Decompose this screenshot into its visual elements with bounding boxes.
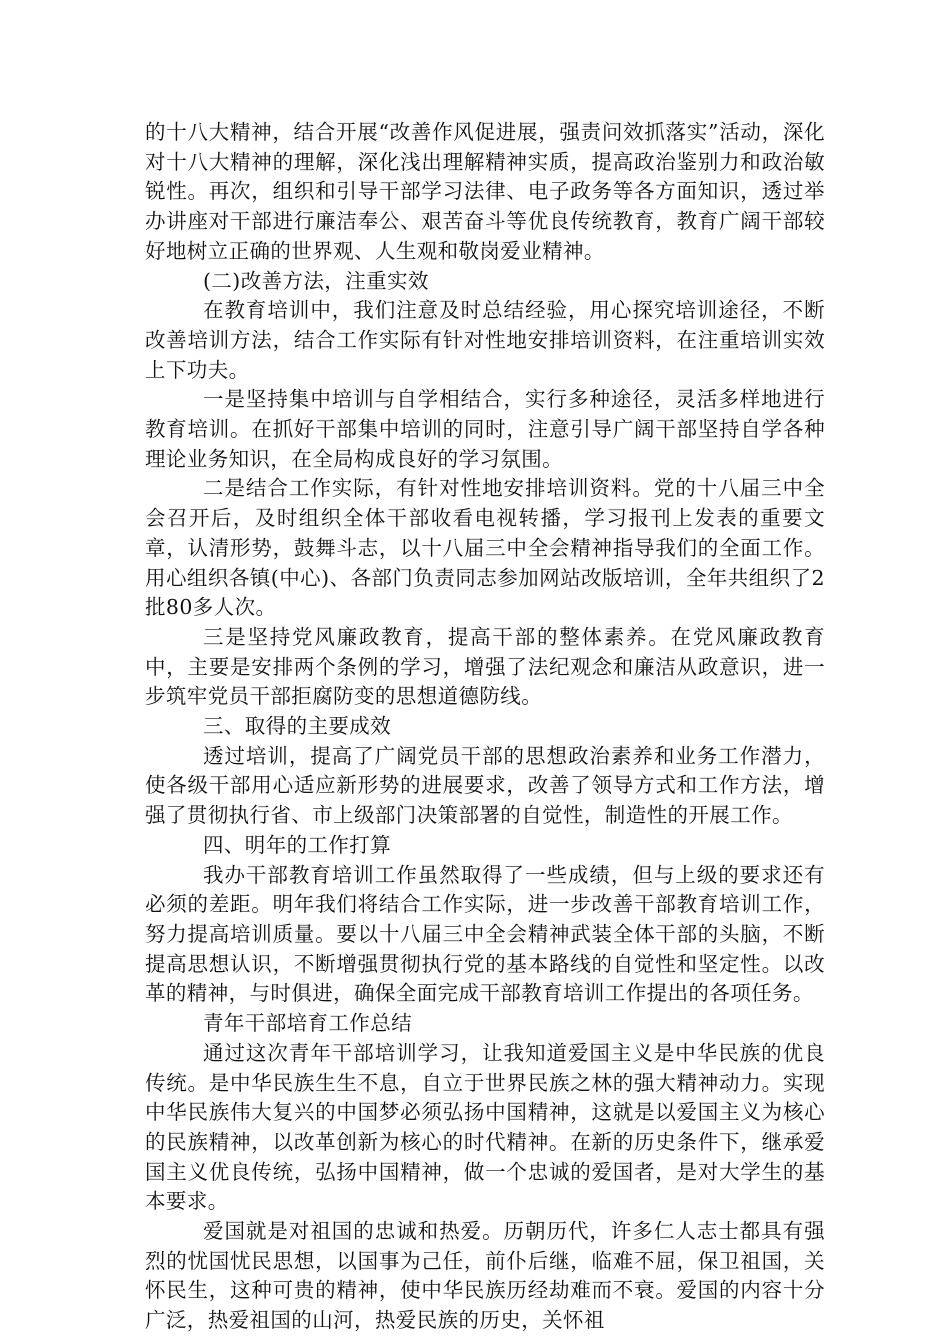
body-paragraph: 爱国就是对祖国的忠诚和热爱。历朝历代，许多仁人志士都具有强烈的忧国忧民思想，以国事为己任，前仆后继，临难不屈，保卫祖国，关怀民生，这种可贵的精神，使中华民族历经劫难而不衰。爱国的内容十分广泛，热爱祖国的山河，热爱民族的历史，关怀祖 [145, 1219, 825, 1333]
body-paragraph: 透过培训，提高了广阔党员干部的思想政治素养和业务工作潜力，使各级干部用心适应新形势的进展要求，改善了领导方式和工作方法，增强了贯彻执行省、市上级部门决策部署的自觉性，制造性的开展工作。 [145, 743, 825, 828]
body-paragraph: 我办干部教育培训工作虽然取得了一些成绩，但与上级的要求还有必须的差距。明年我们将结合工作实际，进一步改善干部教育培训工作，努力提高培训质量。要以十八届三中全会精神武装全体干部的头脑，不断提高思想认识，不断增强贯彻执行党的基本路线的自觉性和坚定性。以改革的精神，与时俱进，确保全面完成干部教育培训工作提出的各项任务。 [145, 862, 825, 1006]
body-paragraph: 的十八大精神，结合开展“改善作风促进展，强责问效抓落实”活动，深化对十八大精神的理解，深化浅出理解精神实质，提高政治鉴别力和政治敏锐性。再次，组织和引导干部学习法律、电子政务等各方面知识，透过举办讲座对干部进行廉洁奉公、艰苦奋斗等优良传统教育，教育广阔干部较好地树立正确的世界观、人生观和敬岗爱业精神。 [145, 120, 825, 263]
body-paragraph: 在教育培训中，我们注意及时总结经验，用心探究培训途径，不断改善培训方法，结合工作实际有针对性地安排培训资料，在注重培训实效上下功夫。 [145, 298, 825, 382]
section-heading: 四、明年的工作打算 [203, 832, 392, 857]
body-paragraph: 通过这次青年干部培训学习，让我知道爱国主义是中华民族的优良传统。是中华民族生生不息，自立于世界民族之林的强大精神动力。实现中华民族伟大复兴的中国梦必须弘扬中国精神，这就是以爱国主义为核心的民族精神，以改革创新为核心的时代精神。在新的历史条件下，继承爱国主义优良传统，弘扬中国精神，做一个忠诚的爱国者，是对大学生的基本要求。 [145, 1040, 825, 1214]
body-paragraph: 一是坚持集中培训与自学相结合，实行多种途径，灵活多样地进行教育培训。在抓好干部集中培训的同时，注意引导广阔干部坚持自学各种理论业务知识，在全局构成良好的学习氛围。 [145, 387, 825, 471]
section-heading: 三、取得的主要成效 [203, 714, 392, 739]
document-subtitle: 青年干部培育工作总结 [203, 1011, 412, 1036]
section-heading: (二)改善方法，注重实效 [203, 268, 429, 293]
document-page [145, 118, 825, 1336]
body-paragraph: 三是坚持党风廉政教育，提高干部的整体素养。在党风廉政教育中，主要是安排两个条例的学习，增强了法纪观念和廉洁从政意识，进一步筑牢党员干部拒腐防变的思想道德防线。 [145, 624, 825, 709]
body-paragraph: 二是结合工作实际，有针对性地安排培训资料。党的十八届三中全会召开后，及时组织全体干部收看电视转播，学习报刊上发表的重要文章，认清形势，鼓舞斗志，以十八届三中全会精神指导我们的全面工作。用心组织各镇(中心)、各部门负责同志参加网站改版培训，全年共组织了2批80多人次。 [145, 476, 825, 620]
